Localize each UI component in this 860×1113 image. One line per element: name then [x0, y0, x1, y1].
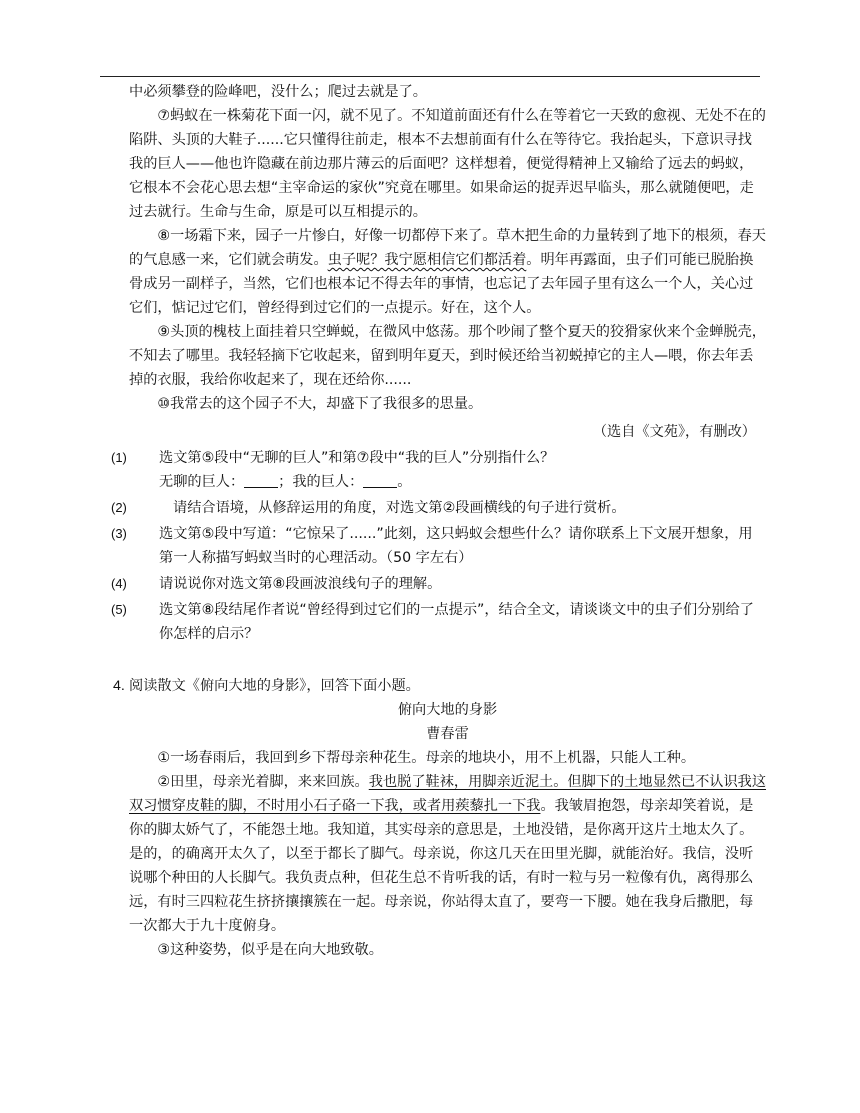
question-number: (3)	[111, 526, 127, 541]
wavy-underlined-sentence: 虫子呢？我宁愿相信它们都活着	[327, 252, 527, 268]
essay-title: 俯向大地的身影	[397, 702, 498, 718]
essay-paragraph-2	[129, 770, 766, 938]
question-number: (2)	[111, 500, 127, 515]
source-citation: （选自《文苑》，有删改）	[592, 424, 756, 440]
question-item	[111, 446, 766, 494]
question-list	[111, 446, 766, 646]
document-body	[111, 80, 767, 962]
answer-blank-2[interactable]	[363, 473, 397, 488]
question-text: 选文第⑧段结尾作者说“曾经得到过它们的一点提示”，结合全文，请谈谈文中的虫子们分别给了你怎样的启示？	[159, 602, 754, 642]
question-text: 选文第⑤段中写道：“它惊呆了......”此刻，这只蚂蚁会想些什么？请你联系上下文展开想象，用第一人称描写蚂蚁当时的心理活动。（50 字左右）	[159, 526, 753, 566]
section-4	[113, 674, 767, 962]
paragraph-9: ⑨头顶的槐枝上面挂着只空蝉蜕，在微风中悠荡。那个吵闹了整个夏天的狡猾家伙来个金蝉脱壳，不知去了哪里。我轻轻摘下它收起来，留到明年夏天，到时候还给当初蜕掉它的主人—喂，你去年丢掉的衣服，我给你收起来了，现在还给你......	[129, 324, 766, 388]
section-4-intro	[113, 674, 766, 698]
answer-line	[159, 470, 766, 494]
question-item	[111, 572, 766, 596]
question-number: (5)	[111, 602, 127, 617]
header-rule	[100, 76, 760, 77]
essay-paragraph-2-part-a: ②田里，母亲光着脚，来来回族。	[157, 774, 369, 790]
essay-paragraph-2-part-b: 。我皱眉抱怨，母亲却笑着说，是你的脚太娇气了，不能怨土地。我知道，其实母亲的意思是，土地没错，是你离开这片土地太久了。是的，的确离开太久了，以至于都长了脚气。母亲说，你这几天在田里光脚，就能治好。我信，没听说哪个种田的人长脚气。我负责点种，但花生总不肯听我的话，有时一粒与另一粒像有仇，离得那么远，有时三四粒花生挤挤攘攘簇在一起。母亲说，你站得太直了，要弯一下腰。她在我身后撒肥，每一次都大于九十度俯身。	[129, 798, 754, 934]
question-number: (4)	[111, 576, 127, 591]
essay-paragraph-3: ③这种姿势，似乎是在向大地致敬。	[157, 942, 383, 958]
question-text: 请说说你对选文第⑧段画波浪线句子的理解。	[159, 576, 442, 592]
answer-label-1: 无聊的巨人：	[159, 474, 245, 490]
paragraph-8-part-a: ⑧一场霜下来，园子一片惨白，好像一切都停下来了。草木把生命的力量转到了地下的根须，春天的气息感一来，它们就会萌发。	[129, 228, 766, 268]
section-number: 4.	[113, 678, 125, 694]
answer-blank-1[interactable]	[244, 473, 278, 488]
question-text: 请结合语境，从修辞运用的角度，对选文第②段画横线的句子进行赏析。	[173, 500, 626, 516]
paragraph-7: ⑦蚂蚁在一株菊花下面一闪，就不见了。不知道前面还有什么在等着它一天致的愈视、无处不在的陷阱、头顶的大鞋子......它只懂得往前走，根本不去想前面有什么在等待它。我抬起头，下意识寻找我的巨人——他也许隐藏在前边那片薄云的后面吧？这样想着，便觉得精神上又输给了远去的蚂蚁，它根本不会花心思去想“主宰命运的家伙”究竟在哪里。如果命运的捉弄迟早临头，那么就随便吧，走过去就行。生命与生命，原是可以互相提示的。	[129, 108, 766, 220]
essay-author: 曹春雷	[426, 726, 469, 742]
paragraph-6-tail: 中必须攀登的险峰吧，没什么；爬过去就是了。	[129, 84, 427, 100]
answer-label-2: ；我的巨人：	[278, 474, 364, 490]
answer-end: 。	[397, 474, 412, 490]
essay-paragraph-1: ①一场春雨后，我回到乡下帮母亲种花生。母亲的地块小，用不上机器，只能人工种。	[157, 750, 696, 766]
question-item	[111, 598, 766, 646]
question-number: (1)	[111, 450, 127, 465]
underlined-sentence: 我也脱了鞋袜，用脚亲近泥土。但脚下的土地显然已不认识我这双习惯穿皮鞋的脚，不时用小石子硌一下我，或者用蒺藜扎一下我	[129, 774, 767, 814]
section-intro-text: 阅读散文《俯向大地的身影》，回答下面小题。	[129, 678, 420, 694]
paragraph-8	[129, 224, 766, 320]
question-text: 选文第⑤段中“无聊的巨人”和第⑦段中“我的巨人”分别指什么？	[159, 450, 555, 466]
question-item	[111, 522, 766, 570]
paragraph-8-part-b: 。明年再露面，虫子们可能已脱胎换骨成另一副样子，当然，它们也根本记不得去年的事情，也忘记了去年园子里有这么一个人，关心过它们，惦记过它们，曾经得到过它们的一点提示。好在，这个人。	[129, 252, 754, 316]
paragraph-10: ⑩我常去的这个园子不大，却盛下了我很多的思量。	[157, 396, 483, 412]
question-item	[111, 496, 766, 520]
